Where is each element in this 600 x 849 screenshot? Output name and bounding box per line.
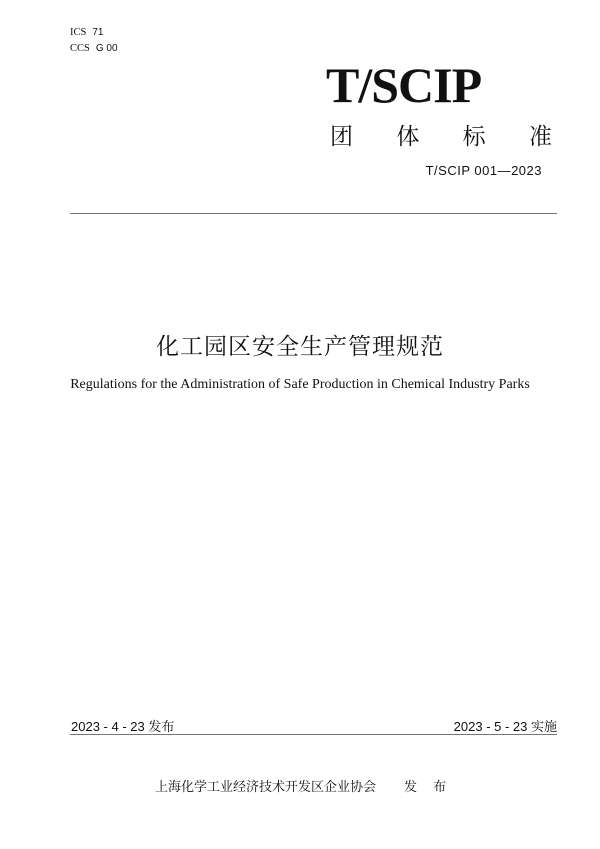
ics-code: ICS 71 — [70, 27, 104, 38]
publisher: 上海化学工业经济技术开发区企业协会 发 布 — [155, 780, 453, 795]
ccs-code: CCS G 00 — [70, 43, 118, 54]
title-chinese: 化工园区安全生产管理规范 — [156, 334, 444, 360]
document-number: T/SCIP 001—2023 — [425, 163, 542, 178]
issue-date: 2023 - 4 - 23 发布 — [71, 719, 175, 734]
standard-type: 团 体 标 准 — [330, 124, 552, 150]
implementation-date: 2023 - 5 - 23 实施 — [453, 719, 557, 734]
top-divider — [70, 213, 557, 214]
standard-logo: T/SCIP — [326, 57, 482, 113]
title-english: Regulations for the Administration of Safe Production in Chemical Industry Parks — [70, 377, 530, 392]
bottom-divider — [70, 734, 557, 735]
